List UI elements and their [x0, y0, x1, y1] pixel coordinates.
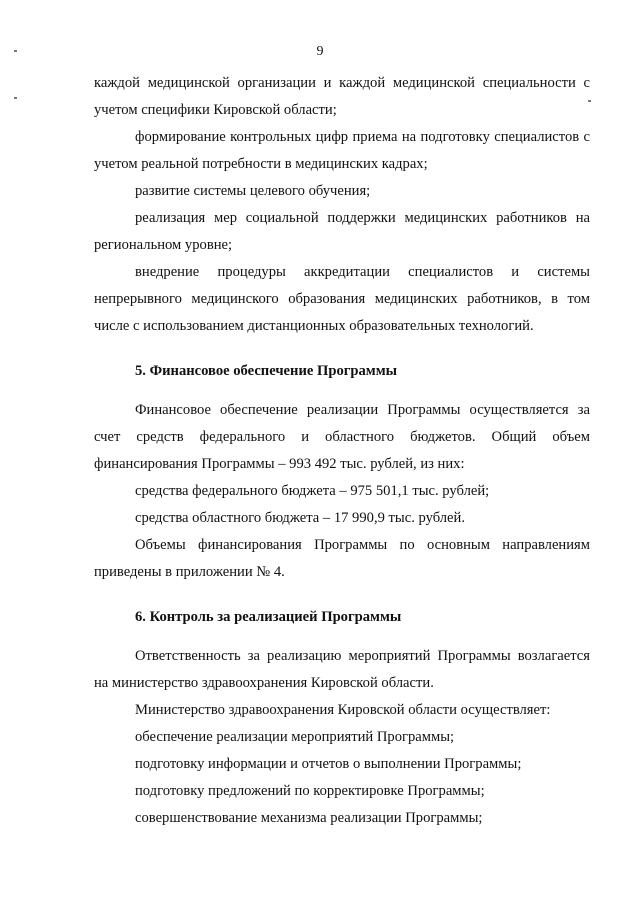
paragraph: Ответственность за реализацию мероприятий Программы возлагается на министерство здравоохранения Кировской области. — [94, 648, 590, 691]
paragraph: совершенствование механизма реализации Программы; — [135, 810, 483, 826]
section-heading: 5. Финансовое обеспечение Программы — [135, 363, 398, 379]
paragraph: подготовку информации и отчетов о выполнении Программы; — [135, 756, 522, 772]
page-number: 9 — [316, 44, 324, 59]
paragraph: развитие системы целевого обучения; — [135, 183, 371, 199]
paragraph: средства областного бюджета – 17 990,9 тыс. рублей. — [135, 510, 465, 526]
paragraph: Министерство здравоохранения Кировской области осуществляет: — [135, 702, 551, 718]
paragraph: Финансовое обеспечение реализации Программы осуществляется за счет средств федерального и областного бюджетов. Общий объем финансирования Программы – 993 492 тыс. рублей, из них: — [94, 402, 590, 472]
paragraph: подготовку предложений по корректировке Программы; — [135, 783, 485, 799]
paragraph: обеспечение реализации мероприятий Программы; — [135, 729, 455, 745]
section-heading: 6. Контроль за реализацией Программы — [135, 609, 402, 625]
document-body — [94, 70, 590, 832]
paragraph: каждой медицинской организации и каждой медицинской специальности с учетом специфики Кировской области; — [94, 75, 590, 118]
paragraph: средства федерального бюджета – 975 501,1 тыс. рублей; — [135, 483, 490, 499]
paragraph: Объемы финансирования Программы по основным направлениям приведены в приложении № 4. — [94, 537, 590, 580]
scan-artifact — [14, 97, 17, 99]
paragraph: формирование контрольных цифр приема на подготовку специалистов с учетом реальной потребности в медицинских кадрах; — [94, 129, 590, 172]
paragraph: реализация мер социальной поддержки медицинских работников на региональном уровне; — [94, 210, 590, 253]
paragraph: внедрение процедуры аккредитации специалистов и системы непрерывного медицинского образования медицинских работников, в том числе с использованием дистанционных образовательных технологий. — [94, 264, 590, 334]
